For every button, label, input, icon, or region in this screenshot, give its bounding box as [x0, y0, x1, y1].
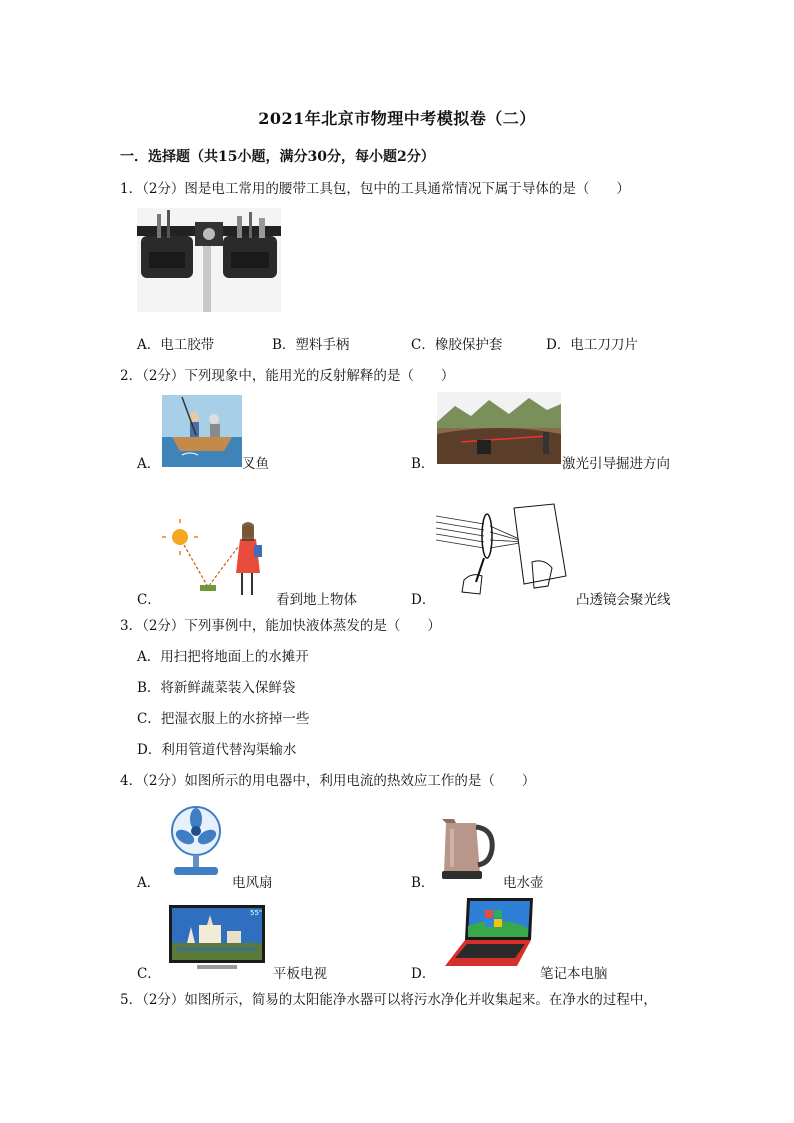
electric-kettle-image [436, 815, 500, 881]
q2-option-b-letter[interactable]: B． [411, 456, 435, 472]
q2-option-b-text: 激光引导掘进方向 [562, 456, 670, 472]
q4-option-d-letter[interactable]: D． [411, 966, 436, 982]
see-object-image [162, 517, 270, 601]
q4-option-b-letter[interactable]: B． [411, 875, 435, 891]
question-1-stem: 1．（2分）图是电工常用的腰带工具包，包中的工具通常情况下属于导体的是（ ） [120, 181, 630, 197]
laser-tunnel-image [437, 392, 561, 464]
laptop-image [441, 896, 537, 970]
q4-option-c-text: 平板电视 [273, 966, 327, 982]
question-5-stem: 5．（2分）如图所示，简易的太阳能净水器可以将污水净化并收集起来。在净水的过程中， [120, 992, 657, 1008]
q2-option-d-text: 凸透镜会聚光线 [576, 592, 671, 608]
section-heading: 一．选择题（共15小题，满分30分，每小题2分） [120, 149, 435, 165]
q4-option-a-letter[interactable]: A． [137, 875, 161, 891]
q2-option-a-text: 叉鱼 [242, 456, 269, 472]
q3-option-b[interactable]: B．将新鲜蔬菜装入保鲜袋 [137, 680, 296, 696]
question-4-stem: 4．（2分）如图所示的用电器中，利用电流的热效应工作的是（ ） [120, 773, 536, 789]
q4-option-d-text: 笔记本电脑 [540, 966, 608, 982]
q1-option-c[interactable]: C．橡胶保护套 [411, 337, 503, 353]
page-title: 2021年北京市物理中考模拟卷（二） [258, 109, 536, 128]
tool-belt-image [137, 208, 281, 312]
q2-option-a-letter[interactable]: A． [137, 456, 161, 472]
q1-option-b[interactable]: B．塑料手柄 [272, 337, 350, 353]
q3-option-d[interactable]: D．利用管道代替沟渠输水 [137, 742, 297, 758]
q2-option-d-letter[interactable]: D． [411, 592, 436, 608]
q2-option-c-text: 看到地上物体 [276, 592, 357, 608]
q3-option-a[interactable]: A．用扫把将地面上的水摊开 [137, 649, 309, 665]
q1-option-a[interactable]: A．电工胶带 [137, 337, 215, 353]
tv-size-label: 55" [250, 909, 263, 917]
q3-option-c[interactable]: C．把湿衣服上的水挤掉一些 [137, 711, 310, 727]
q2-option-c-letter[interactable]: C． [137, 592, 161, 608]
q4-option-c-letter[interactable]: C． [137, 966, 161, 982]
q4-option-a-text: 电风扇 [232, 875, 273, 891]
convex-lens-image [436, 502, 574, 600]
q4-option-b-text: 电水壶 [503, 875, 544, 891]
electric-fan-image [164, 805, 228, 879]
question-3-stem: 3．（2分）下列事例中，能加快液体蒸发的是（ ） [120, 618, 441, 634]
question-2-stem: 2．（2分）下列现象中，能用光的反射解释的是（ ） [120, 368, 455, 384]
q1-option-d[interactable]: D．电工刀刀片 [546, 337, 638, 353]
spear-fishing-image [162, 395, 242, 467]
flat-tv-image [167, 903, 267, 973]
